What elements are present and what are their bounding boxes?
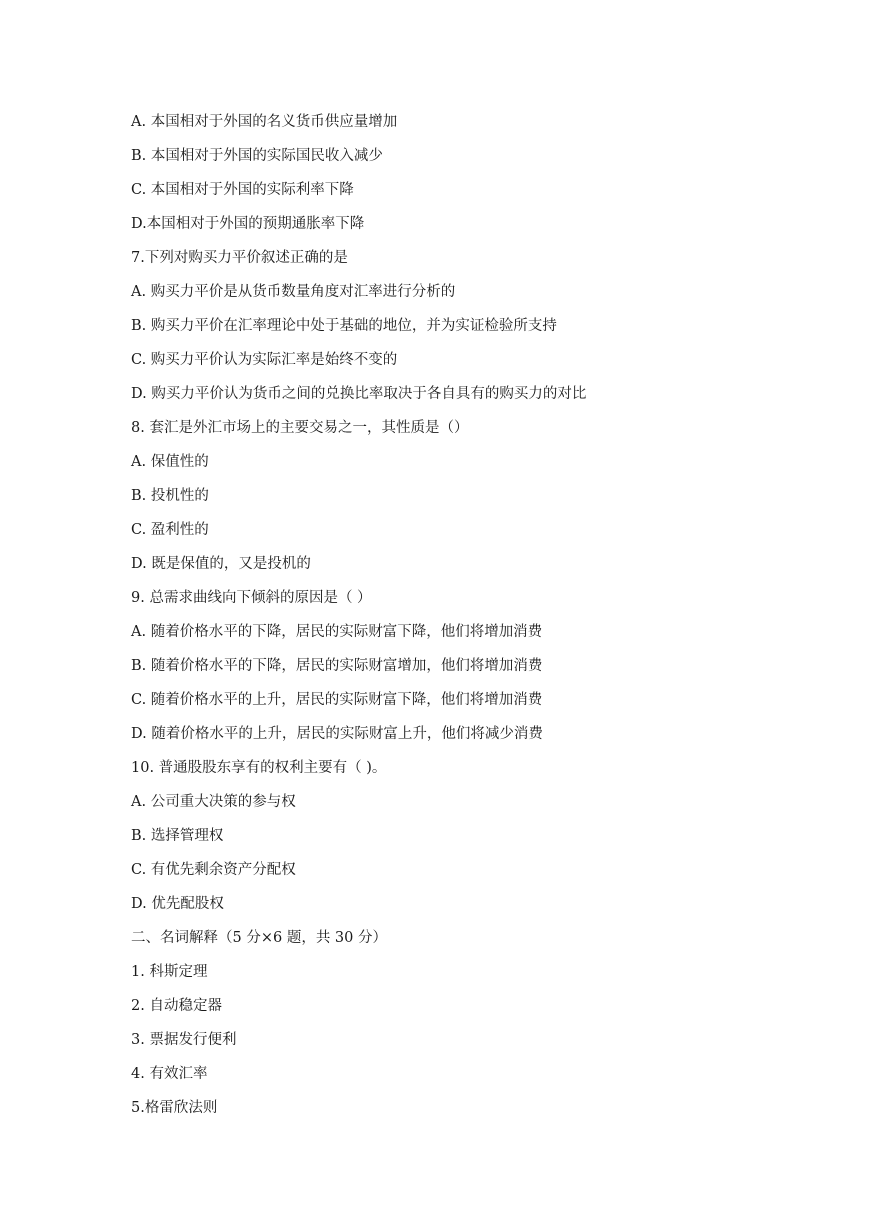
option-line: D. 既是保值的，又是投机的 [131,556,311,572]
question-line: 7.下列对购买力平价叙述正确的是 [131,250,348,266]
option-line: A. 公司重大决策的参与权 [131,794,296,810]
option-line: B. 随着价格水平的下降，居民的实际财富增加，他们将增加消费 [131,658,543,674]
option-line: A. 本国相对于外国的名义货币供应量增加 [131,114,398,130]
term-item: 4. 有效汇率 [131,1066,208,1082]
option-line: A. 随着价格水平的下降，居民的实际财富下降，他们将增加消费 [131,624,543,640]
option-line: C. 购买力平价认为实际汇率是始终不变的 [131,352,398,368]
option-line: B. 购买力平价在汇率理论中处于基础的地位，并为实证检验所支持 [131,318,557,334]
term-item: 3. 票据发行便利 [131,1032,237,1048]
section-heading: 二、名词解释（5 分×6 题，共 30 分） [131,930,387,946]
option-line: C. 本国相对于外国的实际利率下降 [131,182,354,198]
option-line: B. 选择管理权 [131,828,224,844]
option-line: A. 购买力平价是从货币数量角度对汇率进行分析的 [131,284,456,300]
option-line: B. 本国相对于外国的实际国民收入减少 [131,148,383,164]
option-line: D.本国相对于外国的预期通胀率下降 [131,216,365,232]
question-line: 8. 套汇是外汇市场上的主要交易之一，其性质是（） [131,420,469,436]
option-line: D. 购买力平价认为货币之间的兑换比率取决于各自具有的购买力的对比 [131,386,587,402]
option-line: C. 盈利性的 [131,522,209,538]
term-item: 1. 科斯定理 [131,964,208,980]
question-line: 10. 普通股股东享有的权利主要有（ )。 [131,760,387,776]
option-line: A. 保值性的 [131,454,209,470]
question-line: 9. 总需求曲线向下倾斜的原因是（ ） [131,590,372,606]
term-item: 5.格雷欣法则 [131,1100,218,1116]
option-line: D. 随着价格水平的上升，居民的实际财富上升，他们将减少消费 [131,726,543,742]
option-line: C. 随着价格水平的上升，居民的实际财富下降，他们将增加消费 [131,692,543,708]
option-line: C. 有优先剩余资产分配权 [131,862,296,878]
option-line: D. 优先配股权 [131,896,224,912]
option-line: B. 投机性的 [131,488,209,504]
term-item: 2. 自动稳定器 [131,998,222,1014]
document-body [131,108,751,1128]
